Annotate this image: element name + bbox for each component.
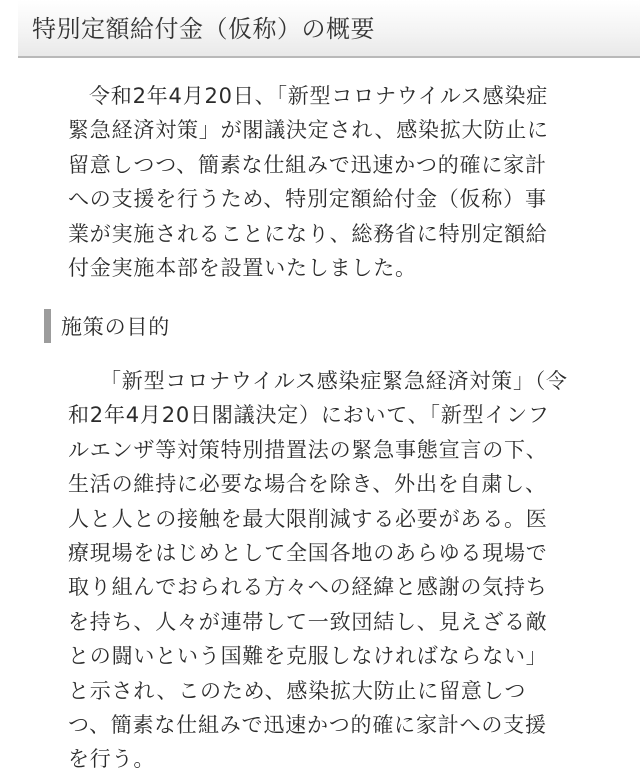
intro-paragraph: 令和2年4月20日、「新型コロナウイルス感染症緊急経済対策」が閣議決定され、感染拡大防止に留意しつつ、簡素な仕組みで迅速かつ的確に家計への支援を行うため、特別定額給付金（仮称）事業が実施されることになり、総務省に特別定額給付金実施本部を設置いたしました。 [68, 84, 549, 281]
purpose-paragraph: 「新型コロナウイルス感染症緊急経済対策」（令和2年4月20日閣議決定）において、「新型インフルエンザ等対策特別措置法の緊急事態宣言の下、生活の維持に必要な場合を除き、外出を自粛し、人と人との接触を最大限削減する必要がある。医療現場をはじめとして全国各地のあらゆる現場で取り組んでおられる方々への経緯と感謝の気持ちを持ち、人々が連帯して一致団結し、見えざる敵との闘いという国難を克服しなければならない」と示され、このため、感染拡大防止に留意しつつ、簡素な仕組みで迅速かつ的確に家計への支援を行う。 [68, 369, 568, 772]
section-heading-bar [44, 309, 51, 343]
page-header [18, 0, 640, 58]
section-heading [44, 310, 170, 342]
page-title: 特別定額給付金（仮称）の概要 [32, 15, 375, 43]
section-heading-text: 施策の目的 [61, 315, 170, 339]
